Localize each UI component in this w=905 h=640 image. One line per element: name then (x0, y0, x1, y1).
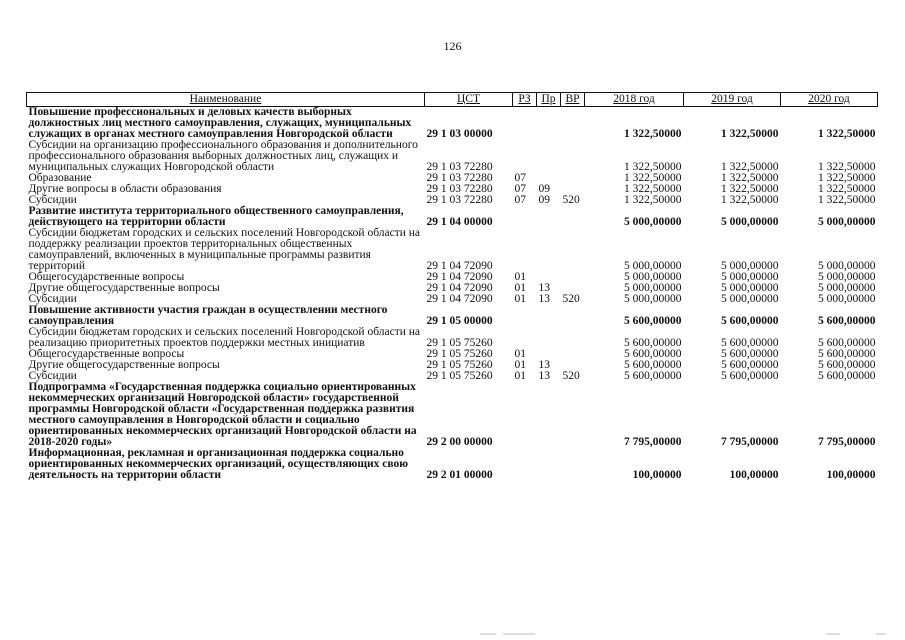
row-2019: 1 322,50000 (721, 128, 779, 140)
table-row (27, 140, 878, 173)
row-name: Повышение профессиональных и деловых качеств выборных должностных лиц местного самоуправления, служащих, муниципальных служащих в органах местного самоуправления Новгородской области (28, 106, 412, 140)
table-row (27, 107, 878, 141)
row-cst: 29 2 00 00000 (426, 436, 493, 448)
header-2019: 2019 год (684, 93, 781, 107)
row-name: Общегосударственные вопросы (28, 348, 185, 360)
row-rz: 01 (514, 359, 526, 371)
row-name: Развитие института территориального общественного самоуправления, действующего на территории области (28, 205, 404, 228)
row-name: Подпрограмма «Государственная поддержка социально ориентированных некоммерческих организаций Новгородской области» государственной программы Новгородской области «Государственная поддержка развития местного самоуправления в Новгородской области и социально ориентированных некоммерческих организаций Новгородской области на 2018-2020 годы» (28, 381, 417, 448)
row-rz (513, 305, 537, 327)
row-pr: 09 (538, 194, 550, 206)
row-2018: 5 000,00000 (624, 293, 682, 305)
row-pr (537, 305, 561, 327)
row-cst: 29 1 05 75260 (426, 359, 493, 371)
row-cst: 29 1 04 00000 (426, 216, 493, 228)
row-cst: 29 1 05 75260 (426, 348, 493, 360)
row-2020: 5 000,00000 (818, 293, 876, 305)
row-2018: 100,00000 (632, 469, 682, 481)
row-2018: 5 000,00000 (624, 271, 682, 283)
table-row (27, 206, 878, 228)
row-cst: 29 1 03 72280 (426, 183, 493, 195)
row-vr (561, 272, 585, 283)
row-2018: 7 795,00000 (624, 436, 682, 448)
row-2018: 5 000,00000 (624, 282, 682, 294)
row-2018: 5 600,00000 (624, 359, 682, 371)
header-rz: РЗ (513, 93, 537, 107)
row-cst: 29 1 05 00000 (426, 315, 493, 327)
row-2020: 1 322,50000 (818, 194, 876, 206)
header-cst: ЦСТ (425, 93, 513, 107)
row-2020: 1 322,50000 (818, 128, 876, 140)
row-name: Субсидии бюджетам городских и сельских поселений Новгородской области на поддержку реализации проектов территориальных общественных самоуправлений, включенных в муниципальные программы развития территорий (28, 227, 421, 272)
row-2018: 5 600,00000 (624, 315, 682, 327)
row-cst: 29 1 04 72090 (426, 282, 493, 294)
row-2018: 5 000,00000 (624, 216, 682, 228)
row-2020: 5 600,00000 (818, 359, 876, 371)
row-rz (513, 206, 537, 228)
row-name: Другие общегосударственные вопросы (28, 282, 220, 294)
row-vr (561, 349, 585, 360)
row-2020: 1 322,50000 (818, 172, 876, 184)
row-pr (537, 228, 561, 272)
row-2019: 5 600,00000 (721, 359, 779, 371)
row-rz (513, 107, 537, 141)
row-2019: 5 000,00000 (721, 260, 779, 272)
row-name: Субсидии (28, 293, 77, 305)
header-name: Наименование (27, 93, 425, 107)
row-pr (537, 140, 561, 173)
row-rz (513, 448, 537, 481)
row-2019: 5 000,00000 (721, 216, 779, 228)
row-name: Повышение активности участия граждан в осуществлении местного самоуправления (28, 304, 388, 327)
row-name: Субсидии бюджетам городских и сельских поселений Новгородской области на реализацию приоритетных проектов поддержки местных инициатив (28, 326, 421, 349)
row-rz: 01 (514, 293, 526, 305)
row-2020: 5 600,00000 (818, 315, 876, 327)
table-row (27, 382, 878, 448)
row-rz (513, 382, 537, 448)
row-2020: 1 322,50000 (818, 183, 876, 195)
table-row (27, 327, 878, 349)
row-2018: 1 322,50000 (624, 183, 682, 195)
table-row (27, 228, 878, 272)
row-2019: 5 000,00000 (721, 282, 779, 294)
row-cst: 29 1 03 72280 (426, 161, 493, 173)
row-name: Общегосударственные вопросы (28, 271, 185, 283)
row-cst: 29 1 04 72090 (426, 293, 493, 305)
row-vr (561, 107, 585, 141)
row-vr (561, 327, 585, 349)
row-pr (537, 107, 561, 141)
row-2020: 5 000,00000 (818, 216, 876, 228)
row-name: Образование (28, 172, 92, 184)
row-name: Информационная, рекламная и организационная поддержка социально ориентированных некоммерческих организаций, осуществляющих свою деятельность на территории области (28, 447, 409, 481)
row-2020: 5 000,00000 (818, 260, 876, 272)
row-2020: 5 600,00000 (818, 348, 876, 360)
row-cst: 29 2 01 00000 (426, 469, 493, 481)
row-2018: 5 600,00000 (624, 370, 682, 382)
row-2018: 5 600,00000 (624, 337, 682, 349)
row-pr (537, 327, 561, 349)
row-vr (561, 206, 585, 228)
row-2019: 1 322,50000 (721, 172, 779, 184)
row-pr: 13 (538, 293, 550, 305)
row-pr: 13 (538, 282, 550, 294)
row-vr: 520 (562, 194, 580, 206)
row-2020: 5 000,00000 (818, 271, 876, 283)
header-vr: ВР (561, 93, 585, 107)
row-vr (561, 140, 585, 173)
row-2020: 7 795,00000 (818, 436, 876, 448)
row-rz: 01 (514, 348, 526, 360)
row-2020: 100,00000 (826, 469, 876, 481)
row-2018: 1 322,50000 (624, 128, 682, 140)
row-2020: 1 322,50000 (818, 161, 876, 173)
row-2019: 5 600,00000 (721, 370, 779, 382)
row-2019: 1 322,50000 (721, 161, 779, 173)
row-rz (513, 327, 537, 349)
row-2019: 7 795,00000 (721, 436, 779, 448)
row-rz: 01 (514, 370, 526, 382)
row-cst: 29 1 05 75260 (426, 370, 493, 382)
row-cst: 29 1 03 72280 (426, 172, 493, 184)
row-vr (561, 305, 585, 327)
row-vr (561, 382, 585, 448)
row-vr: 520 (562, 370, 580, 382)
row-2019: 5 600,00000 (721, 337, 779, 349)
row-name: Другие вопросы в области образования (28, 183, 222, 195)
row-2019: 1 322,50000 (721, 194, 779, 206)
row-rz: 07 (514, 172, 526, 184)
page-number: 126 (443, 39, 462, 53)
row-pr (537, 206, 561, 228)
row-name: Субсидии на организацию профессионального образования и дополнительного профессионального образования выборных должностных лиц, служащих и муниципальных служащих Новгородской области (28, 139, 418, 173)
row-vr (561, 228, 585, 272)
row-2019: 5 000,00000 (721, 293, 779, 305)
header-2020: 2020 год (781, 93, 878, 107)
row-2020: 5 600,00000 (818, 337, 876, 349)
row-pr: 13 (538, 370, 550, 382)
row-pr: 13 (538, 359, 550, 371)
row-2018: 5 000,00000 (624, 260, 682, 272)
row-cst: 29 1 04 72090 (426, 260, 493, 272)
row-2018: 1 322,50000 (624, 194, 682, 206)
table-row (27, 448, 878, 481)
row-cst: 29 1 05 75260 (426, 337, 493, 349)
table-row (27, 305, 878, 327)
row-2020: 5 600,00000 (818, 370, 876, 382)
row-rz (513, 140, 537, 173)
row-rz: 07 (514, 183, 526, 195)
row-2019: 100,00000 (729, 469, 779, 481)
row-2018: 1 322,50000 (624, 172, 682, 184)
row-cst: 29 1 03 72280 (426, 194, 493, 206)
row-2019: 5 000,00000 (721, 271, 779, 283)
row-name: Другие общегосударственные вопросы (28, 359, 220, 371)
row-cst: 29 1 04 72090 (426, 271, 493, 283)
row-2019: 1 322,50000 (721, 183, 779, 195)
row-rz: 01 (514, 282, 526, 294)
row-rz: 01 (514, 271, 526, 283)
row-pr: 09 (538, 183, 550, 195)
table-header-row (27, 93, 878, 107)
row-2019: 5 600,00000 (721, 348, 779, 360)
row-name: Субсидии (28, 194, 77, 206)
budget-table (26, 92, 878, 481)
row-pr (537, 382, 561, 448)
row-rz (513, 228, 537, 272)
row-vr: 520 (562, 293, 580, 305)
row-rz: 07 (514, 194, 526, 206)
row-name: Субсидии (28, 370, 77, 382)
row-pr (537, 448, 561, 481)
row-2018: 1 322,50000 (624, 161, 682, 173)
row-cst: 29 1 03 00000 (426, 128, 493, 140)
header-pr: Пр (537, 93, 561, 107)
header-2018: 2018 год (585, 93, 684, 107)
row-2019: 5 600,00000 (721, 315, 779, 327)
row-2020: 5 000,00000 (818, 282, 876, 294)
row-2018: 5 600,00000 (624, 348, 682, 360)
row-vr (561, 448, 585, 481)
row-vr (561, 173, 585, 184)
